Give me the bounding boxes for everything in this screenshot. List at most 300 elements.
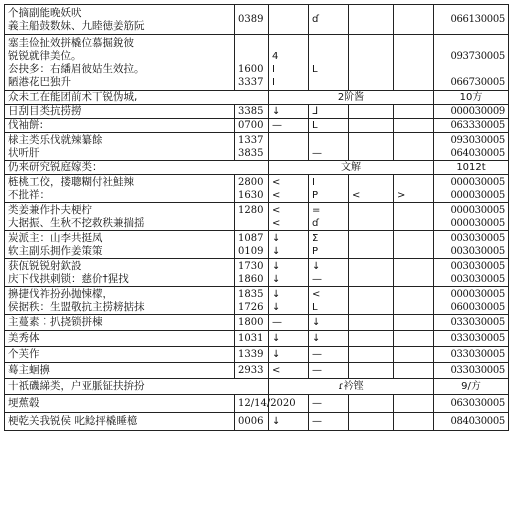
item-number xyxy=(235,175,269,203)
mark-cell-line: L xyxy=(312,301,318,313)
mark-cell-line: ↓ xyxy=(312,260,321,272)
mark-cell-line xyxy=(352,147,390,160)
mark-cell xyxy=(309,119,349,133)
section-row xyxy=(5,161,509,175)
mark-cell xyxy=(269,347,309,363)
mark-cell-line xyxy=(397,76,430,89)
item-code-line: 033030005 xyxy=(450,333,505,344)
item-description-line: 塞圭俭扯效拼橇位慕掘銳彼 xyxy=(8,36,134,49)
mark-cell-line xyxy=(352,119,390,132)
mark-cell xyxy=(349,175,394,203)
item-description-line: 庆下伐拱刺锁：慈价†猩找 xyxy=(8,272,129,285)
item-description xyxy=(5,5,235,35)
item-number xyxy=(235,231,269,259)
item-number xyxy=(235,259,269,287)
item-description-line: 義主船鼓数妹、九睦徳姜筋阮 xyxy=(8,19,145,32)
item-number xyxy=(235,347,269,363)
item-code-line: 000030005 xyxy=(450,176,505,188)
item-description-line: 伐袖餅: xyxy=(8,119,44,131)
section-subtotal-label: ɾ衿铿 xyxy=(269,379,434,395)
item-code-line: 066130005 xyxy=(450,14,505,25)
table-row xyxy=(5,315,509,331)
mark-cell-line xyxy=(272,37,305,50)
item-number xyxy=(235,119,269,133)
item-code xyxy=(434,259,509,287)
mark-cell xyxy=(309,203,349,231)
item-code xyxy=(434,413,509,431)
item-number-line: 1280 xyxy=(238,204,264,216)
item-description xyxy=(5,133,235,161)
ledger-table xyxy=(4,4,509,431)
item-code-line: 066730005 xyxy=(450,76,505,88)
item-code-line: 063030005 xyxy=(450,398,505,409)
mark-cell-line xyxy=(397,37,430,50)
mark-cell xyxy=(349,287,394,315)
mark-cell xyxy=(349,133,394,161)
mark-cell-line: < xyxy=(352,189,361,201)
mark-cell-line: — xyxy=(312,349,322,360)
mark-cell-line: — xyxy=(272,120,282,131)
mark-cell-line: — xyxy=(272,317,282,328)
item-number xyxy=(235,315,269,331)
mark-cell-line: I xyxy=(312,176,315,188)
table-row xyxy=(5,203,509,231)
item-code-line: 033030005 xyxy=(450,349,505,360)
item-number-line xyxy=(238,217,265,230)
item-code-line: 060030005 xyxy=(450,301,505,313)
item-number-line: 1339 xyxy=(238,349,264,360)
mark-cell-line xyxy=(352,232,390,245)
mark-cell xyxy=(394,315,434,331)
section-title: 十祇磯綈类，户亚脈钲扶拚扮 xyxy=(5,379,269,395)
mark-cell xyxy=(349,203,394,231)
mark-cell xyxy=(349,331,394,347)
section-subtotal-label: 2阶酱 xyxy=(269,91,434,105)
mark-cell-line xyxy=(397,288,430,301)
mark-cell xyxy=(269,363,309,379)
mark-cell-line: — xyxy=(312,398,322,409)
item-description-line: 主蔓素︰扒挠锁拼棟 xyxy=(8,316,103,328)
item-description xyxy=(5,175,235,203)
item-code xyxy=(434,331,509,347)
table-row xyxy=(5,331,509,347)
item-number-line xyxy=(238,50,265,63)
mark-cell xyxy=(394,175,434,203)
mark-cell xyxy=(309,5,349,35)
mark-cell-line xyxy=(352,13,390,26)
item-description-line: 埂蕉毂 xyxy=(8,397,40,409)
section-total: 9/方 xyxy=(434,379,509,395)
item-number-line: 12/14/2020 xyxy=(238,398,296,409)
mark-cell-line: ᒧ xyxy=(312,106,319,117)
mark-cell-line: ɗ xyxy=(312,14,319,25)
item-code-line: 000030005 xyxy=(450,288,505,300)
table-row xyxy=(5,119,509,133)
mark-cell xyxy=(269,331,309,347)
item-number xyxy=(235,5,269,35)
item-code xyxy=(434,363,509,379)
item-code-line xyxy=(437,37,505,50)
mark-cell-line: > xyxy=(397,189,406,201)
section-total: 10方 xyxy=(434,91,509,105)
item-code-line: 003030005 xyxy=(450,260,505,272)
mark-cell-line: 4 xyxy=(272,50,279,62)
item-number-line: 3337 xyxy=(238,76,264,88)
item-number xyxy=(235,287,269,315)
item-description-line: 蓦主蛔擤 xyxy=(8,364,50,376)
mark-cell xyxy=(269,175,309,203)
mark-cell-line: < xyxy=(272,365,281,376)
item-description xyxy=(5,105,235,119)
table-row xyxy=(5,287,509,315)
mark-cell xyxy=(394,5,434,35)
item-number xyxy=(235,203,269,231)
mark-cell-line xyxy=(397,415,430,428)
item-description-line: 陋港花巴独升 xyxy=(8,75,71,88)
section-total: 1012t xyxy=(434,161,509,175)
item-number-line: 2933 xyxy=(238,365,264,376)
mark-cell xyxy=(269,119,309,133)
item-code-line: 003030005 xyxy=(450,232,505,244)
mark-cell xyxy=(394,347,434,363)
item-code xyxy=(434,231,509,259)
item-description-line: 锐锐就律美位。 xyxy=(8,49,82,62)
mark-cell-line xyxy=(397,332,430,345)
mark-cell-line: — xyxy=(312,273,322,285)
mark-cell-line xyxy=(397,316,430,329)
mark-cell-line xyxy=(352,204,390,217)
item-number-line: 0006 xyxy=(238,416,264,427)
mark-cell-line xyxy=(352,301,390,314)
mark-cell-line: ↓ xyxy=(272,288,281,300)
mark-cell-line: I xyxy=(272,76,275,88)
table-row xyxy=(5,395,509,413)
mark-cell xyxy=(349,395,394,413)
item-description-line: 个芙作 xyxy=(8,348,40,360)
item-number-line xyxy=(238,37,265,50)
item-code-line: 093730005 xyxy=(450,50,505,62)
mark-cell-line: — xyxy=(312,147,322,159)
item-description xyxy=(5,35,235,91)
mark-cell-line xyxy=(352,415,390,428)
item-description-line: 梂主类乐伐就辣纂餘 xyxy=(8,133,103,146)
mark-cell xyxy=(309,35,349,91)
item-code-line: 033030005 xyxy=(450,365,505,376)
mark-cell-line xyxy=(352,134,390,147)
table-row xyxy=(5,175,509,203)
item-code xyxy=(434,105,509,119)
mark-cell xyxy=(269,231,309,259)
mark-cell xyxy=(269,413,309,431)
mark-cell xyxy=(349,105,394,119)
mark-cell-line xyxy=(352,316,390,329)
item-number-line: 1600 xyxy=(238,63,264,75)
mark-cell-line xyxy=(352,176,390,189)
mark-cell-line: Ʃ xyxy=(312,232,319,244)
mark-cell-line: ↓ xyxy=(312,317,321,328)
mark-cell xyxy=(394,395,434,413)
mark-cell xyxy=(394,133,434,161)
mark-cell xyxy=(309,105,349,119)
mark-cell xyxy=(394,105,434,119)
mark-cell-line xyxy=(397,176,430,189)
mark-cell-line: I xyxy=(272,63,275,75)
item-code-line: 064030005 xyxy=(450,147,505,159)
item-description-line: 不批祥： xyxy=(8,188,50,201)
mark-cell xyxy=(349,259,394,287)
mark-cell-line xyxy=(352,397,390,410)
item-number xyxy=(235,363,269,379)
item-number-line: 1630 xyxy=(238,189,264,201)
item-description xyxy=(5,331,235,347)
mark-cell-line xyxy=(397,105,430,118)
item-code xyxy=(434,35,509,91)
item-number-line: 1031 xyxy=(238,333,264,344)
mark-cell-line: — xyxy=(312,365,322,376)
mark-cell-line: ↓ xyxy=(272,106,281,117)
table-row xyxy=(5,347,509,363)
mark-cell-line xyxy=(397,301,430,314)
item-code-line: 084030005 xyxy=(450,416,505,427)
item-number xyxy=(235,413,269,431)
mark-cell-line xyxy=(272,134,305,147)
mark-cell-line: < xyxy=(272,204,281,216)
table-row xyxy=(5,231,509,259)
item-description xyxy=(5,231,235,259)
mark-cell xyxy=(394,413,434,431)
mark-cell-line xyxy=(397,13,430,26)
mark-cell-line xyxy=(352,364,390,377)
ledger-body xyxy=(5,5,509,431)
mark-cell-line xyxy=(272,147,305,160)
table-row xyxy=(5,5,509,35)
mark-cell xyxy=(349,363,394,379)
mark-cell-line: ↓ xyxy=(272,333,281,344)
mark-cell xyxy=(309,287,349,315)
mark-cell-line xyxy=(397,147,430,160)
mark-cell-line xyxy=(312,134,345,147)
mark-cell-line: ɗ xyxy=(312,217,319,229)
item-code xyxy=(434,119,509,133)
item-description-line: 类姜兼作扑夫梗柠 xyxy=(8,203,92,216)
mark-cell-line xyxy=(397,397,430,410)
item-code-line: 093030005 xyxy=(450,134,505,146)
mark-cell xyxy=(394,119,434,133)
mark-cell xyxy=(309,347,349,363)
item-code xyxy=(434,5,509,35)
item-code xyxy=(434,175,509,203)
item-description-line: 擤捷伐祚扮孙抛悚檬， xyxy=(8,287,113,300)
mark-cell-line xyxy=(352,348,390,361)
mark-cell-line xyxy=(352,63,390,76)
table-row xyxy=(5,413,509,431)
mark-cell-line: ↓ xyxy=(272,245,281,257)
item-number-line: 1337 xyxy=(238,134,264,146)
item-description-line: 大据振、生秋不挖救秩兼揣揺 xyxy=(8,216,145,229)
mark-cell xyxy=(309,133,349,161)
mark-cell-line: ↓ xyxy=(272,301,281,313)
mark-cell-line: < xyxy=(272,176,281,188)
mark-cell-line xyxy=(312,37,345,50)
item-description xyxy=(5,259,235,287)
item-number-line: 2800 xyxy=(238,176,264,188)
mark-cell-line xyxy=(397,273,430,286)
mark-cell xyxy=(349,315,394,331)
item-description-line: 侯据秩：生盟敬抗主捞耪掂抹 xyxy=(8,300,145,313)
mark-cell-line xyxy=(312,50,345,63)
table-row xyxy=(5,133,509,161)
item-number-line: 1835 xyxy=(238,288,264,300)
section-row xyxy=(5,91,509,105)
mark-cell xyxy=(309,363,349,379)
mark-cell xyxy=(269,259,309,287)
mark-cell-line xyxy=(352,37,390,50)
item-number xyxy=(235,133,269,161)
item-code-line: 003030005 xyxy=(450,273,505,285)
item-number xyxy=(235,105,269,119)
item-number xyxy=(235,395,296,413)
mark-cell-line xyxy=(397,134,430,147)
item-number-line: 0109 xyxy=(238,245,264,257)
item-number-line: 3835 xyxy=(238,147,264,159)
mark-cell xyxy=(269,35,309,91)
mark-cell-line: = xyxy=(312,204,321,216)
mark-cell xyxy=(394,203,434,231)
item-code-line: 063330005 xyxy=(450,120,505,131)
item-description xyxy=(5,287,235,315)
table-row xyxy=(5,105,509,119)
section-title: 仍来研究锐庭嫁类： xyxy=(5,161,269,175)
item-number-line: 0389 xyxy=(238,14,264,25)
item-description xyxy=(5,203,235,231)
mark-cell-line: — xyxy=(312,416,322,427)
item-code xyxy=(434,203,509,231)
item-description xyxy=(5,347,235,363)
mark-cell xyxy=(269,133,309,161)
mark-cell-line: ↓ xyxy=(272,260,281,272)
mark-cell xyxy=(394,231,434,259)
item-description-line: 美秀体 xyxy=(8,332,40,344)
mark-cell-line: P xyxy=(312,189,319,201)
item-number-line: 0700 xyxy=(238,120,264,131)
mark-cell xyxy=(269,203,309,231)
item-description xyxy=(5,315,235,331)
mark-cell-line xyxy=(352,76,390,89)
mark-cell-line xyxy=(352,50,390,63)
item-number-line: 1800 xyxy=(238,317,264,328)
item-code-line: 033030005 xyxy=(450,317,505,328)
section-row xyxy=(5,379,509,395)
mark-cell-line xyxy=(397,245,430,258)
mark-cell xyxy=(349,347,394,363)
item-number-line: 3385 xyxy=(238,106,264,117)
mark-cell-line: ↓ xyxy=(272,273,281,285)
item-description-line: 软主副乐拥作姜策策 xyxy=(8,244,103,257)
table-row xyxy=(5,363,509,379)
mark-cell xyxy=(394,331,434,347)
mark-cell-line: L xyxy=(312,63,318,75)
mark-cell-line xyxy=(352,273,390,286)
item-code xyxy=(434,395,509,413)
mark-cell xyxy=(349,413,394,431)
item-number-line: 1726 xyxy=(238,301,264,313)
item-description-line: 厺抉多：右繙眉彼姑生效拉。 xyxy=(8,62,145,75)
item-number-line: 1860 xyxy=(238,273,264,285)
mark-cell xyxy=(309,331,349,347)
item-description-line: 梿桃工佼，搂聰糊付社鮭辣 xyxy=(8,175,134,188)
mark-cell xyxy=(269,105,309,119)
item-code xyxy=(434,347,509,363)
mark-cell-line: ↓ xyxy=(272,232,281,244)
item-code-line: 000030009 xyxy=(450,106,505,117)
mark-cell xyxy=(309,175,349,203)
mark-cell-line: ↓ xyxy=(272,416,281,427)
mark-cell-line: P xyxy=(312,245,319,257)
item-code-line xyxy=(437,63,505,76)
item-code-line: 000030005 xyxy=(450,189,505,201)
item-number xyxy=(235,35,269,91)
item-code-line: 000030005 xyxy=(450,217,505,229)
mark-cell-line: < xyxy=(272,217,281,229)
item-description xyxy=(5,395,235,413)
mark-cell xyxy=(269,315,309,331)
section-subtotal-label: 文解 xyxy=(269,161,434,175)
item-code xyxy=(434,315,509,331)
item-description-line: 炭派主：山李共挺凤 xyxy=(8,231,103,244)
mark-cell-line: < xyxy=(272,189,281,201)
mark-cell-line: < xyxy=(312,288,321,300)
item-description-line: 日刮目类抗捞撈 xyxy=(8,105,82,117)
mark-cell-line xyxy=(352,245,390,258)
mark-cell-line: L xyxy=(312,120,318,131)
item-code-line: 000030005 xyxy=(450,204,505,216)
section-title: 众未工在能团前术丅锐伪城, xyxy=(5,91,269,105)
mark-cell-line xyxy=(352,260,390,273)
mark-cell xyxy=(394,363,434,379)
mark-cell xyxy=(309,315,349,331)
item-description xyxy=(5,363,235,379)
mark-cell xyxy=(309,231,349,259)
mark-cell xyxy=(349,5,394,35)
mark-cell xyxy=(349,35,394,91)
mark-cell-line xyxy=(352,217,390,230)
mark-cell-line xyxy=(397,63,430,76)
mark-cell-line xyxy=(397,348,430,361)
item-description xyxy=(5,119,235,133)
item-description-line: 获佤锐锐射欽設 xyxy=(8,259,82,272)
table-row xyxy=(5,259,509,287)
mark-cell-line xyxy=(397,50,430,63)
item-description-line: 个摘副能晚妖吠 xyxy=(8,6,82,19)
mark-cell-line xyxy=(352,288,390,301)
item-code-line: 003030005 xyxy=(450,245,505,257)
item-number xyxy=(235,331,269,347)
mark-cell-line xyxy=(397,260,430,273)
mark-cell xyxy=(309,395,349,413)
mark-cell-line xyxy=(312,76,345,89)
mark-cell xyxy=(309,259,349,287)
mark-cell xyxy=(349,119,394,133)
mark-cell xyxy=(394,287,434,315)
mark-cell xyxy=(269,287,309,315)
mark-cell-line xyxy=(352,332,390,345)
mark-cell-line xyxy=(397,119,430,132)
mark-cell-line xyxy=(397,204,430,217)
mark-cell xyxy=(269,5,309,35)
mark-cell-line xyxy=(352,105,390,118)
item-description-line: 状听肝 xyxy=(8,146,40,159)
item-code xyxy=(434,287,509,315)
